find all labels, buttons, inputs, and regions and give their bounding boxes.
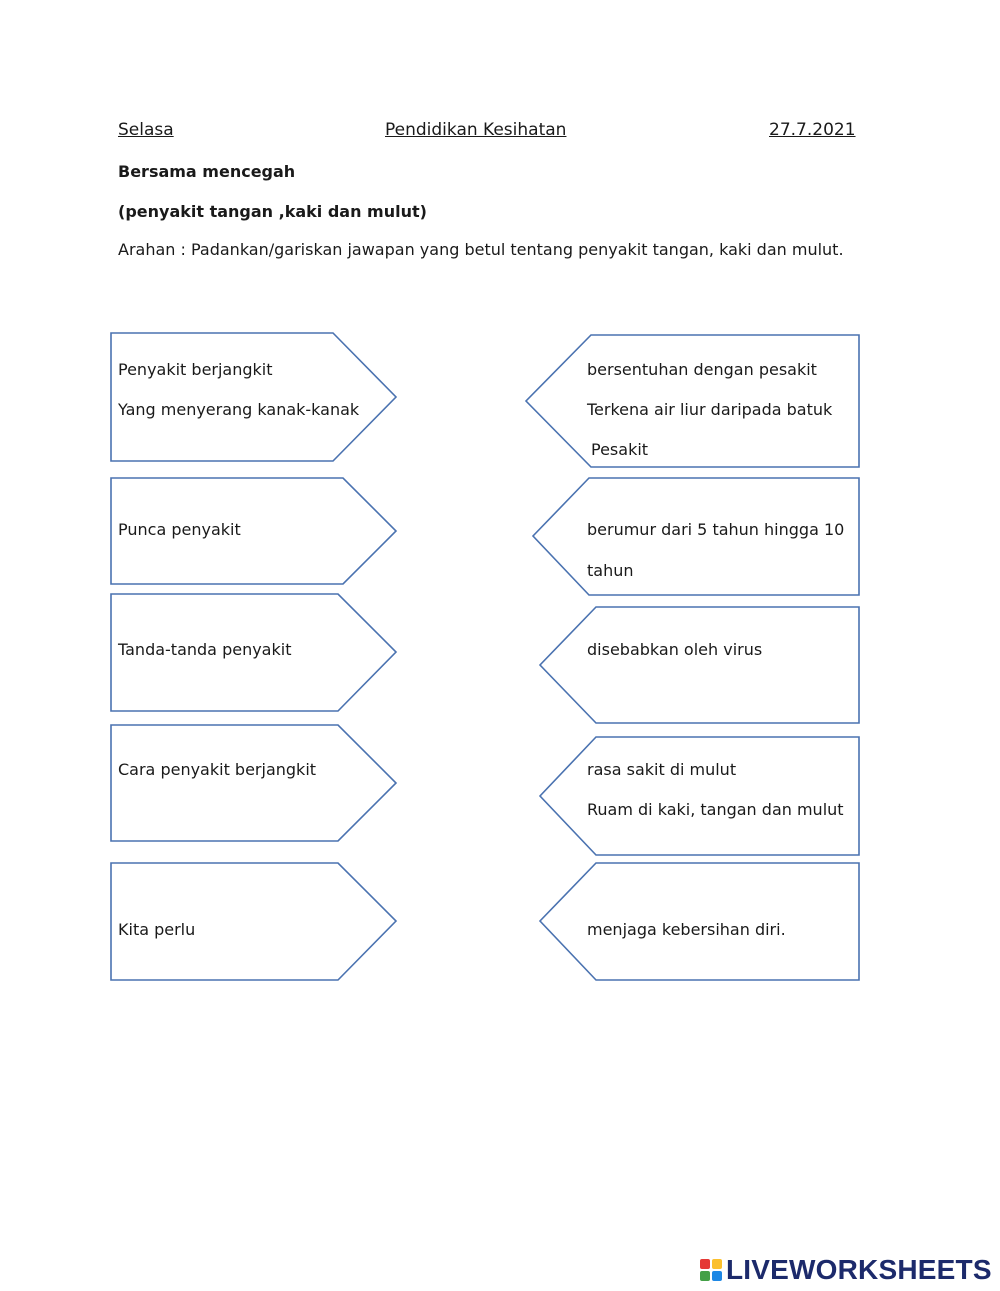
right-box-3-shape[interactable] [540, 607, 859, 723]
logo-block [712, 1271, 722, 1281]
right-box-1-line-3: Pesakit [591, 440, 649, 459]
right-box-4-shape[interactable] [540, 737, 859, 855]
left-box-4-shape[interactable] [111, 725, 396, 841]
subject-label: Pendidikan Kesihatan [385, 120, 567, 140]
right-box-2-line-2: tahun [587, 561, 634, 580]
left-box-4-line-1: Cara penyakit berjangkit [118, 760, 317, 779]
left-box-2-line-1: Punca penyakit [118, 520, 241, 539]
left-box-1-shape[interactable] [111, 333, 396, 461]
logo-block [712, 1259, 722, 1269]
date-label: 27.7.2021 [769, 120, 856, 140]
right-box-2-line-1: berumur dari 5 tahun hingga 10 [587, 520, 845, 539]
day-label: Selasa [118, 120, 174, 140]
logo-text: LIVEWORKSHEETS [726, 1254, 992, 1285]
left-box-3-line-1: Tanda-tanda penyakit [118, 640, 292, 659]
right-box-1-line-2: Terkena air liur daripada batuk [587, 400, 833, 419]
left-box-1-line-1: Penyakit berjangkit [118, 360, 273, 379]
right-box-4-line-1: rasa sakit di mulut [587, 760, 737, 779]
left-box-5-line-1: Kita perlu [118, 920, 196, 939]
logo-block [700, 1259, 710, 1269]
worksheet-title: Bersama mencegah [118, 162, 296, 181]
right-box-3-line-1: disebabkan oleh virus [587, 640, 763, 659]
liveworksheets-logo [700, 1254, 992, 1286]
left-box-1-line-2: Yang menyerang kanak-kanak [118, 400, 360, 419]
right-box-4-line-2: Ruam di kaki, tangan dan mulut [587, 800, 844, 819]
right-box-1-line-1: bersentuhan dengan pesakit [587, 360, 817, 379]
logo-block [700, 1271, 710, 1281]
worksheet-subtitle: (penyakit tangan ,kaki dan mulut) [118, 202, 427, 221]
right-box-5-line-1: menjaga kebersihan diri. [587, 920, 786, 939]
instruction-text: Arahan : Padankan/gariskan jawapan yang betul tentang penyakit tangan, kaki dan mulut. [118, 240, 844, 259]
logo-blocks-icon [700, 1259, 722, 1281]
